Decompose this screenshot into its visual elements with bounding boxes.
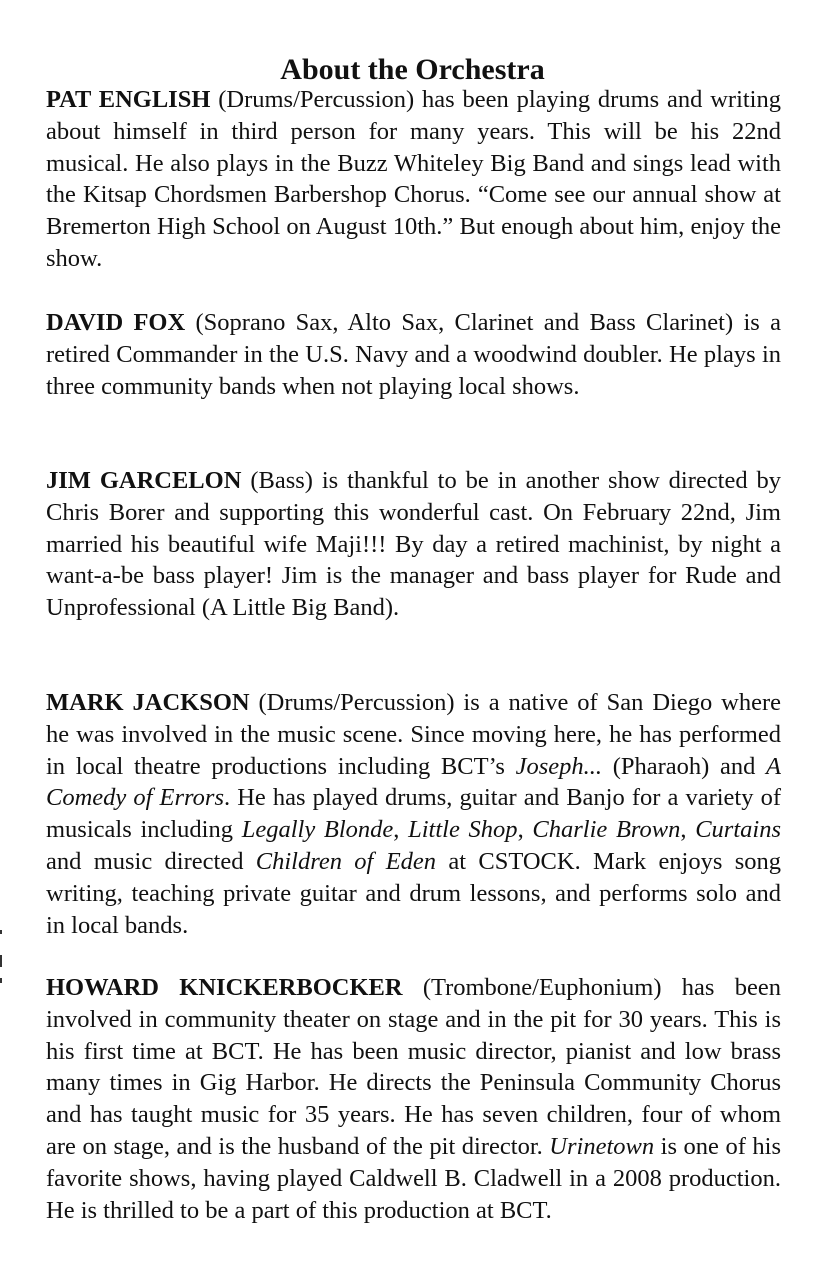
bio-text: , bbox=[680, 816, 696, 844]
bio-mark-jackson bbox=[46, 687, 781, 941]
show-title: Joseph... bbox=[515, 752, 603, 780]
bio-text: (Drums/Percussion) has been playing drums and writing about himself in third person for many years. This will be his 22nd musical. He also plays in the Buzz Whiteley Big Band and sings lead with the Kitsap Chordsmen Barbershop Chorus. “Come see our annual show at Bremerton High School on August 10th.” But enough about him, enjoy the show. bbox=[46, 86, 781, 272]
bio-text: , bbox=[393, 816, 409, 844]
bio-text: and music directed bbox=[46, 847, 256, 875]
scan-edge-mark bbox=[0, 955, 2, 967]
bio-howard-knickerbocker bbox=[46, 972, 781, 1226]
show-title: Legally Blonde bbox=[241, 816, 394, 844]
page-title: About the Orchestra bbox=[280, 53, 545, 86]
bio-name: MARK JACKSON bbox=[46, 689, 250, 716]
bio-jim-garcelon bbox=[46, 465, 781, 624]
bio-text: . He has played drums, guitar and Banjo for a variety of musicals including bbox=[46, 784, 781, 844]
show-title: Curtains bbox=[695, 816, 781, 844]
bio-name: DAVID FOX bbox=[46, 309, 186, 336]
show-title: Little Shop bbox=[408, 816, 518, 844]
show-title: Children of Eden bbox=[255, 847, 437, 875]
scan-edge-mark bbox=[0, 978, 2, 983]
bio-text: , bbox=[517, 816, 533, 844]
show-title: Urinetown bbox=[549, 1132, 655, 1160]
bio-david-fox bbox=[46, 307, 781, 402]
bio-name: JIM GARCELON bbox=[46, 467, 242, 494]
bio-text: (Pharaoh) and bbox=[602, 752, 767, 780]
bio-text: at CSTOCK. Mark enjoys song writing, teaching private guitar and drum lessons, and performs solo and in local bands. bbox=[46, 847, 782, 939]
show-title: Charlie Brown bbox=[532, 816, 681, 844]
bio-text: is one of his favorite shows, having played Caldwell B. Cladwell in a 2008 production. He is thrilled to be a part of this production at BCT. bbox=[46, 1132, 781, 1224]
bio-text: (Drums/Percussion) is a native of San Diego where he was involved in the music scene. Since moving here, he has performed in local theatre productions including BCT’s bbox=[46, 689, 782, 780]
bio-text: (Trombone/Euphonium) has been involved in community theater on stage and in the pit for 30 years. This is his first time at BCT. He has been music director, pianist and low brass many times in Gig Harbor. He directs the Peninsula Community Chorus and has taught music for 35 years. He has seven children, four of whom are on stage, and is the husband of the pit director. bbox=[46, 974, 781, 1160]
scan-edge-mark bbox=[0, 930, 2, 934]
show-title: A Comedy of Errors bbox=[46, 752, 781, 812]
bio-name: HOWARD KNICKERBOCKER bbox=[46, 974, 403, 1001]
bio-text: (Soprano Sax, Alto Sax, Clarinet and Bass Clarinet) is a retired Commander in the U.S. Navy and a woodwind doubler. He plays in three community bands when not playing local shows. bbox=[46, 309, 781, 400]
bio-pat-english bbox=[46, 84, 781, 275]
bio-text: (Bass) is thankful to be in another show directed by Chris Borer and supporting this wonderful cast. On February 22nd, Jim married his beautiful wife Maji!!! By day a retired machinist, by night a want-a-be bass player! Jim is the manager and bass player for Rude and Unprofessional (A Little Big Band). bbox=[46, 467, 781, 622]
bio-name: PAT ENGLISH bbox=[46, 86, 211, 113]
